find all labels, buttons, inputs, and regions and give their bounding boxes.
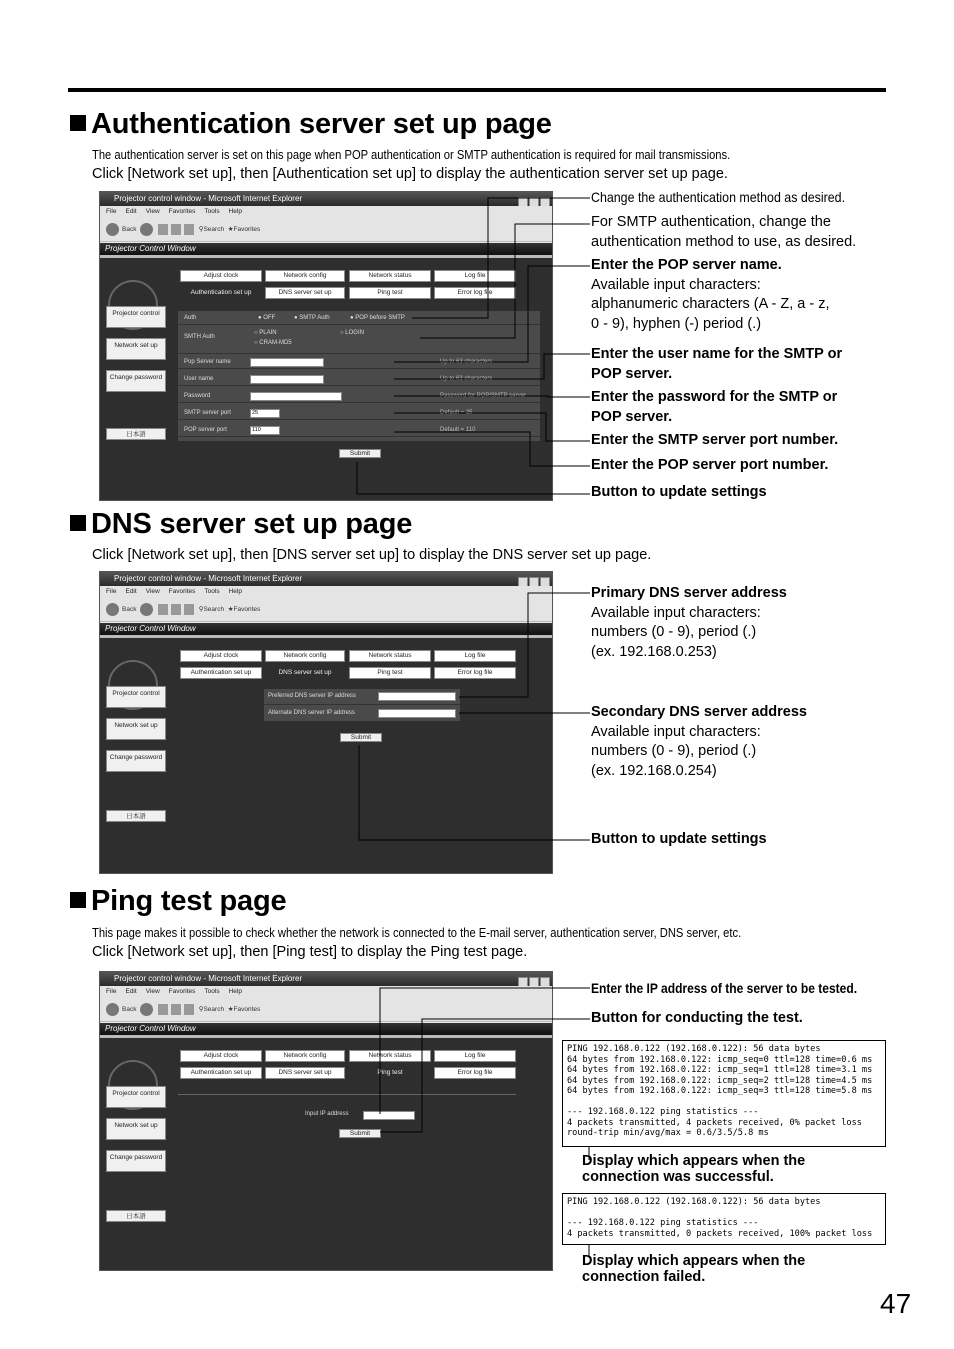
home-icon[interactable] [184, 604, 194, 615]
back-label: Back [122, 1006, 137, 1013]
ann-ping-fail-1: Display which appears when the [582, 1253, 806, 1269]
ping-input-label: Input IP address [305, 1111, 349, 1117]
ann-primary-4: (ex. 192.168.0.253) [591, 643, 717, 660]
back-label: Back [122, 606, 137, 613]
ann-smtp-port [591, 431, 838, 451]
radio-cram-md5[interactable]: ○ CRAM-MD5 [254, 340, 292, 346]
menu-view[interactable]: View [145, 988, 160, 995]
password-hint: Password for POP/SMTP server [440, 393, 526, 399]
ann-smtp-method-1: For SMTP authentication, change the [591, 214, 831, 230]
favorites-icon[interactable]: ★ [227, 226, 234, 233]
alternate-dns-input[interactable] [378, 709, 456, 718]
dns-screenshot [99, 571, 553, 874]
ann-secondary-title: Secondary DNS server address [591, 704, 807, 720]
radio-smtp-auth-label: SMTP Auth [299, 315, 330, 321]
ann-primary-3: numbers (0 - 9), period (.) [591, 624, 757, 640]
ping-ip-input[interactable] [363, 1111, 415, 1120]
radio-cram-label: CRAM-MD5 [259, 340, 292, 346]
ann-primary-title: Primary DNS server address [591, 585, 787, 601]
smtp-auth-label: SMTH Auth [184, 334, 215, 340]
dns-submit-button[interactable]: Submit [340, 733, 382, 742]
browser-toolbar [100, 998, 552, 1022]
tab-error-log[interactable]: Error log file [434, 667, 516, 679]
sidebar-projector-control[interactable]: Projector control [106, 306, 166, 328]
pop-port-hint: Default = 110 [440, 427, 476, 433]
sidebar-projector-control[interactable]: Projector control [106, 1086, 166, 1108]
password-label: Password [184, 393, 211, 399]
radio-off-label: OFF [263, 315, 276, 321]
ann-pop-server-2: Available input characters: [591, 276, 761, 293]
stop-icon[interactable] [158, 1004, 168, 1015]
sidebar-projector-control[interactable]: Projector control [106, 686, 166, 708]
radio-pop-before-smtp[interactable]: ● POP before SMTP [350, 315, 405, 321]
refresh-icon[interactable] [171, 604, 181, 615]
auth-form [178, 311, 540, 441]
tab-network-status[interactable]: Network status [349, 270, 431, 282]
radio-smtp-auth[interactable]: ● SMTP Auth [294, 315, 330, 321]
browser-titlebar: Projector control window - Microsoft Internet Explorer [100, 572, 552, 586]
ann-ping-fail [582, 1253, 805, 1285]
search-icon[interactable]: ⚲ [198, 226, 204, 233]
smtp-port-label: SMTP server port [184, 410, 231, 416]
tab-network-config[interactable]: Network config [265, 1050, 345, 1062]
ann-ping-ip [591, 979, 900, 1000]
menu-view[interactable]: View [145, 208, 160, 215]
row-auth [178, 311, 540, 325]
search-label: Search [203, 1006, 225, 1013]
tab-log-file[interactable]: Log file [434, 270, 516, 282]
password-input[interactable] [250, 392, 342, 401]
row-smtp-auth [178, 326, 540, 354]
tab-dns[interactable]: DNS server set up [265, 287, 345, 299]
sidebar-network-setup[interactable]: Network set up [106, 338, 166, 360]
browser-menubar [100, 206, 552, 218]
menu-view[interactable]: View [145, 588, 160, 595]
ann-user-name [591, 345, 842, 384]
menu-favorites[interactable]: Favorites [168, 988, 196, 995]
row-smtp-port [178, 406, 540, 420]
favorites-icon[interactable]: ★ [227, 606, 234, 613]
tab-log-file[interactable]: Log file [434, 650, 516, 662]
ann-password-2: POP server. [591, 408, 673, 425]
pop-port-input[interactable]: 110 [250, 426, 280, 435]
dns-intro: Click [Network set up], then [DNS server set up] to display the DNS server set up page. [92, 547, 652, 563]
pcw-canvas [100, 1038, 552, 1270]
sidebar-change-password[interactable]: Change password [106, 370, 166, 392]
browser-menubar [100, 586, 552, 598]
auth-annotations [591, 189, 873, 206]
ann-ping-success-2: connection was successful. [582, 1169, 774, 1185]
alternate-dns-label: Alternate DNS server IP address [268, 710, 355, 716]
tab-ping[interactable]: Ping test [349, 1067, 431, 1079]
browser-titlebar: Projector control window - Microsoft Internet Explorer [100, 192, 552, 206]
home-icon[interactable] [184, 1004, 194, 1015]
ping-heading [70, 885, 286, 918]
tab-error-log[interactable]: Error log file [434, 1067, 516, 1079]
pop-server-hint: Up to 63 characters [440, 359, 493, 365]
tab-network-status[interactable]: Network status [349, 650, 431, 662]
tab-adjust-clock[interactable]: Adjust clock [180, 270, 262, 282]
stop-icon[interactable] [158, 224, 168, 235]
pop-server-label: Pop Server name [184, 359, 231, 365]
radio-login-label: LOGIN [345, 330, 364, 336]
pcw-titlebar: Projector Control Window [100, 1023, 552, 1035]
ann-ping-button-text: Button for conducting the test. [591, 1010, 803, 1026]
ann-password [591, 388, 837, 427]
tab-network-config[interactable]: Network config [265, 650, 345, 662]
ann-auth-submit [591, 483, 767, 503]
ann-primary-2: Available input characters: [591, 604, 761, 621]
ann-pop-server [591, 256, 830, 334]
menu-favorites[interactable]: Favorites [168, 208, 196, 215]
tab-adjust-clock[interactable]: Adjust clock [180, 1050, 262, 1062]
menu-help[interactable]: Help [228, 208, 242, 215]
auth-intro-2: Click [Network set up], then [Authentication set up] to display the authentication server set up page. [92, 166, 728, 182]
square-bullet-icon [70, 515, 86, 531]
browser-titlebar: Projector control window - Microsoft Internet Explorer [100, 972, 552, 986]
ann-secondary-dns [591, 703, 807, 781]
preferred-dns-label: Preferred DNS server IP address [268, 693, 356, 699]
sidebar-change-password[interactable]: Change password [106, 1150, 166, 1172]
auth-heading [70, 108, 552, 141]
row-pop-port [178, 423, 540, 437]
menu-tools[interactable]: Tools [204, 208, 220, 215]
menu-help[interactable]: Help [228, 988, 242, 995]
back-icon[interactable] [106, 603, 119, 616]
tab-network-config[interactable]: Network config [265, 270, 345, 282]
dns-heading-text: DNS server set up page [91, 508, 413, 540]
auth-screenshot [99, 191, 553, 501]
ann-ping-ip-text: Enter the IP address of the server to be tested. [591, 980, 858, 996]
ping-divider [178, 1094, 516, 1095]
tab-authentication[interactable]: Authentication set up [180, 287, 262, 299]
ann-primary-dns [591, 584, 787, 662]
sidebar-network-setup[interactable]: Network set up [106, 1118, 166, 1140]
ann-auth-submit-text: Button to update settings [591, 484, 767, 500]
auth-submit-button[interactable]: Submit [339, 449, 381, 458]
ping-success-output: PING 192.168.0.122 (192.168.0.122): 56 data bytes 64 bytes from 192.168.0.122: icmp_seq=0 ttl=128 time=0.6 ms 64 bytes from 192.168.0.122: icmp_seq=1 ttl=128 time=3.1 ms 64 bytes from 192.168.0.122: icmp_seq=2 ttl=128 time=4.5 ms 64 bytes from 192.168.0.122: icmp_seq=3 ttl=128 time=5.8 ms --- 192.168.0.122 ping statistics --- 4 packets transmitted, 4 packets received, 0% packet loss round-trip min/avg/max = 0.6/3.5/5.8 ms [562, 1040, 886, 1147]
pcw-canvas [100, 638, 552, 873]
radio-plain[interactable]: ○ PLAIN [254, 330, 277, 336]
ping-fail-output: PING 192.168.0.122 (192.168.0.122): 56 data bytes --- 192.168.0.122 ping statistics --- 4 packets transmitted, 0 packets received, 100% packet loss [562, 1193, 886, 1245]
ping-heading-text: Ping test page [91, 885, 287, 917]
favorites-label: Favorites [233, 226, 261, 233]
sidebar-network-setup[interactable]: Network set up [106, 718, 166, 740]
sidebar-japanese[interactable]: 日本語 [106, 810, 166, 822]
refresh-icon[interactable] [171, 224, 181, 235]
row-user [178, 372, 540, 386]
pcw-titlebar: Projector Control Window [100, 623, 552, 635]
browser-menubar [100, 986, 552, 998]
sidebar-japanese[interactable]: 日本語 [106, 1210, 166, 1222]
square-bullet-icon [70, 115, 86, 131]
ann-smtp-port-text: Enter the SMTP server port number. [591, 432, 839, 448]
menu-edit[interactable]: Edit [125, 208, 137, 215]
menu-tools[interactable]: Tools [204, 588, 220, 595]
stop-icon[interactable] [158, 604, 168, 615]
ann-smtp-method [591, 213, 856, 252]
tab-network-status[interactable]: Network status [349, 1050, 431, 1062]
ann-ping-fail-2: connection failed. [582, 1269, 706, 1285]
menu-file[interactable]: File [106, 988, 117, 995]
auth-intro-1: The authentication server is set on this page when POP authentication or SMTP authentication is required for mail transmissions. [92, 148, 731, 162]
forward-icon[interactable] [140, 1003, 153, 1016]
radio-pop-label: POP before SMTP [355, 315, 405, 321]
ann-pop-server-4: 0 - 9), hyphen (-) period (.) [591, 315, 762, 332]
page-number: 47 [880, 1288, 912, 1319]
ann-secondary-2: Available input characters: [591, 723, 761, 740]
tab-authentication[interactable]: Authentication set up [180, 667, 262, 679]
favorites-icon[interactable]: ★ [227, 1006, 234, 1013]
back-label: Back [122, 226, 137, 233]
ann-ping-button [591, 1009, 803, 1029]
search-label: Search [203, 226, 225, 233]
tab-dns[interactable]: DNS server set up [265, 667, 345, 679]
user-hint: Up to 63 characters [440, 376, 493, 382]
ann-pop-port [591, 456, 828, 476]
sidebar-japanese[interactable]: 日本語 [106, 428, 166, 440]
square-bullet-icon [70, 892, 86, 908]
preferred-dns-input[interactable] [378, 692, 456, 701]
ann-secondary-3: numbers (0 - 9), period (.) [591, 743, 757, 759]
smtp-port-input[interactable]: 25 [250, 409, 280, 418]
ann-user-2: POP server. [591, 365, 673, 382]
row-pop-server [178, 355, 540, 369]
favorites-label: Favorites [233, 1006, 261, 1013]
auth-heading-text: Authentication server set up page [91, 108, 552, 140]
search-icon[interactable]: ⚲ [198, 1006, 204, 1013]
back-icon[interactable] [106, 1003, 119, 1016]
ann-dns-submit-text: Button to update settings [591, 831, 767, 847]
ann-ping-success [582, 1153, 805, 1185]
ping-intro-2: Click [Network set up], then [Ping test] to display the Ping test page. [92, 944, 528, 960]
browser-toolbar [100, 218, 552, 242]
pop-port-label: POP server port [184, 427, 227, 433]
menu-file[interactable]: File [106, 208, 117, 215]
search-icon[interactable]: ⚲ [198, 606, 204, 613]
forward-icon[interactable] [140, 223, 153, 236]
radio-plain-label: PLAIN [259, 330, 277, 336]
back-icon[interactable] [106, 223, 119, 236]
user-label: User name [184, 376, 214, 382]
menu-help[interactable]: Help [228, 588, 242, 595]
ann-user-1: Enter the user name for the SMTP or [591, 346, 843, 362]
ann-smtp-method-2: authentication method to use, as desired. [591, 233, 857, 250]
forward-icon[interactable] [140, 603, 153, 616]
home-icon[interactable] [184, 224, 194, 235]
dns-heading [70, 508, 412, 541]
pcw-canvas [100, 258, 552, 500]
menu-favorites[interactable]: Favorites [168, 588, 196, 595]
ann-password-1: Enter the password for the SMTP or [591, 389, 838, 405]
menu-edit[interactable]: Edit [125, 588, 137, 595]
tab-dns[interactable]: DNS server set up [265, 1067, 345, 1079]
ann-secondary-4: (ex. 192.168.0.254) [591, 762, 717, 779]
ann-pop-server-title: Enter the POP server name. [591, 257, 782, 273]
ann-pop-port-text: Enter the POP server port number. [591, 457, 829, 473]
menu-edit[interactable]: Edit [125, 988, 137, 995]
ping-submit-button[interactable]: Submit [339, 1129, 381, 1138]
auth-label: Auth [184, 315, 197, 321]
user-name-input[interactable] [250, 375, 324, 384]
radio-off[interactable]: ● OFF [258, 315, 276, 321]
tab-error-log[interactable]: Error log file [434, 287, 516, 299]
refresh-icon[interactable] [171, 1004, 181, 1015]
favorites-label: Favorites [233, 606, 261, 613]
pop-server-input[interactable] [250, 358, 324, 367]
ping-screenshot [99, 971, 553, 1271]
ann-ping-success-1: Display which appears when the [582, 1153, 806, 1169]
row-password [178, 389, 540, 403]
tab-ping[interactable]: Ping test [349, 667, 431, 679]
search-label: Search [203, 606, 225, 613]
browser-toolbar [100, 598, 552, 622]
tab-log-file[interactable]: Log file [434, 1050, 516, 1062]
tab-authentication[interactable]: Authentication set up [180, 1067, 262, 1079]
menu-tools[interactable]: Tools [204, 988, 220, 995]
sidebar-change-password[interactable]: Change password [106, 750, 166, 772]
ann-dns-submit [591, 830, 767, 850]
tab-adjust-clock[interactable]: Adjust clock [180, 650, 262, 662]
radio-login[interactable]: ○ LOGIN [340, 330, 364, 336]
pcw-titlebar: Projector Control Window [100, 243, 552, 255]
top-rule [68, 88, 886, 92]
dns-form [264, 689, 460, 721]
menu-file[interactable]: File [106, 588, 117, 595]
smtp-port-hint: Default = 25 [440, 410, 473, 416]
tab-ping[interactable]: Ping test [349, 287, 431, 299]
ping-intro-1: This page makes it possible to check whether the network is connected to the E-mail server, authentication server, DNS server, etc. [92, 926, 742, 940]
ann-pop-server-3: alphanumeric characters (A - Z, a - z, [591, 296, 830, 312]
ann-auth-method: Change the authentication method as desired. [591, 190, 846, 205]
